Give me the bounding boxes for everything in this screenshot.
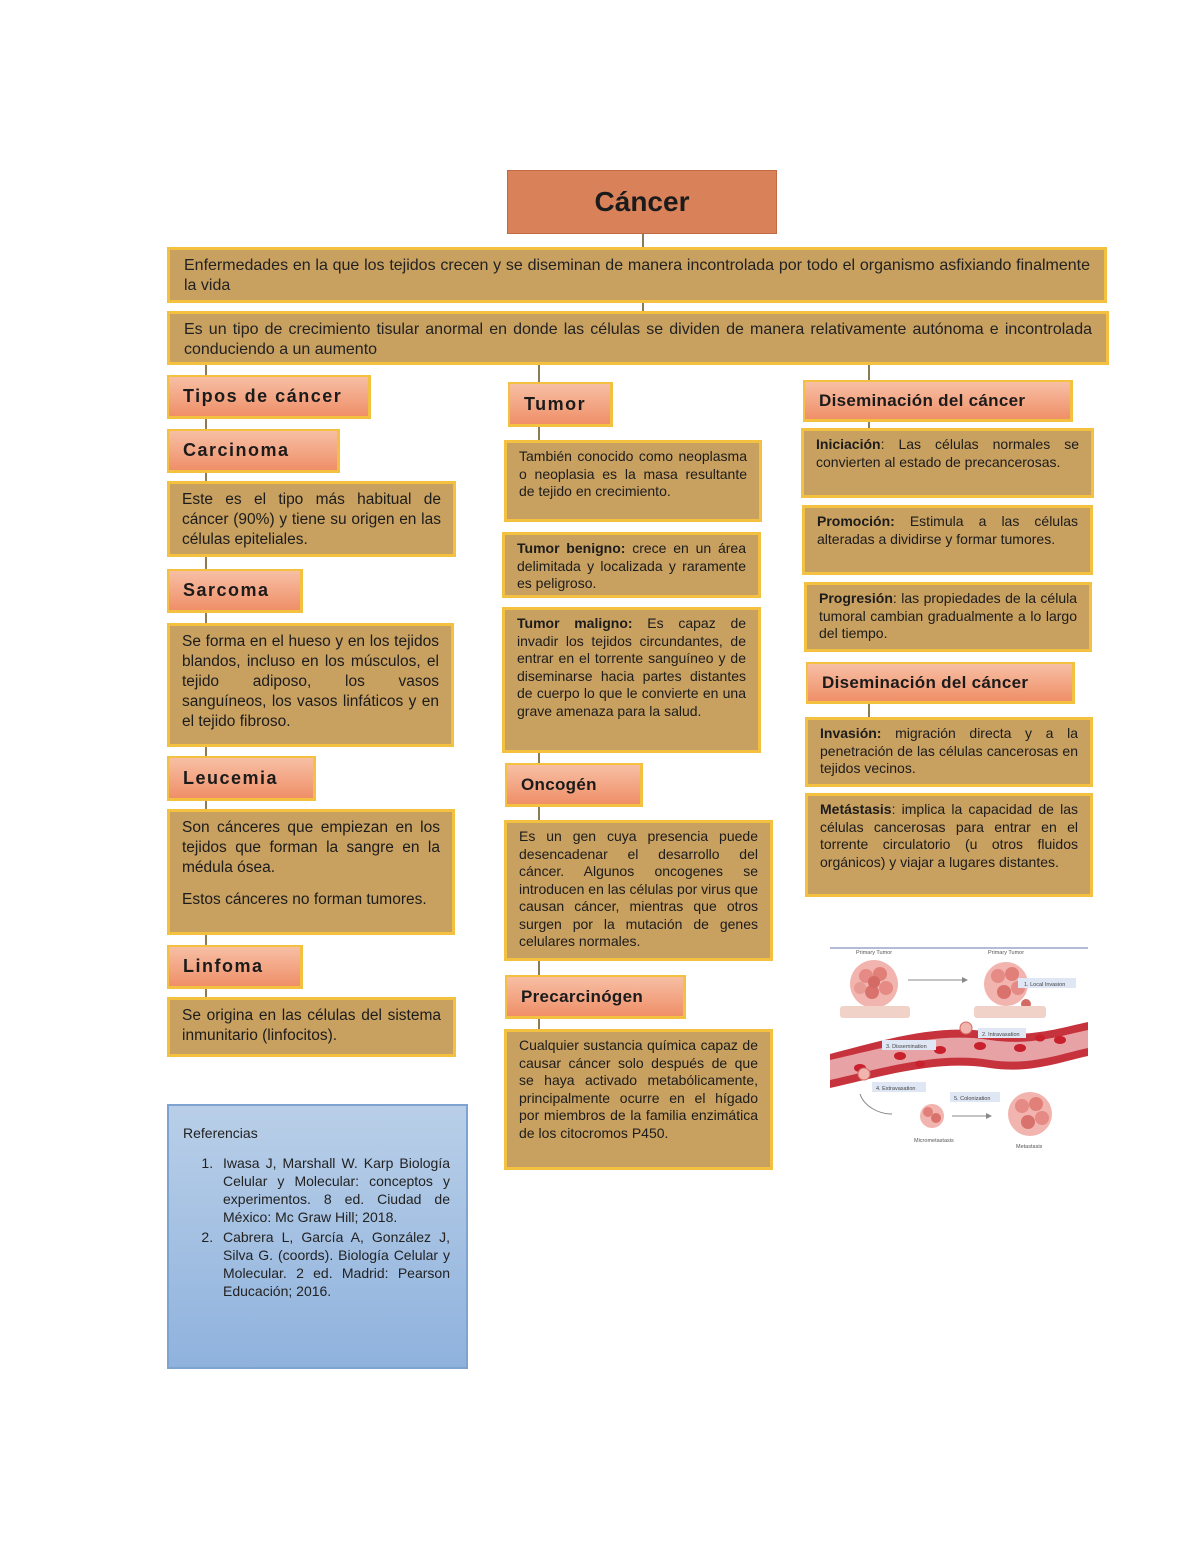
sarcoma-header: Sarcoma [167, 569, 303, 613]
oncogen-header: Oncogén [505, 763, 643, 807]
diseminacion-header-1: Diseminación del cáncer [803, 380, 1073, 422]
invasion-box [805, 717, 1093, 787]
leucemia-box [167, 809, 455, 935]
figure-label: 5. Colonization [954, 1096, 991, 1102]
figure-label: Micrometastasis [914, 1138, 954, 1144]
iniciacion-label: Iniciación [816, 436, 881, 452]
definition-box-2: Es un tipo de crecimiento tisular anormal en donde las células se dividen de manera relativamente autónoma e incontrolada conduciendo a un aumento [167, 311, 1109, 365]
figure-label: Metastasis [1016, 1144, 1043, 1150]
primary-tumor-icon [840, 960, 910, 1018]
metastasis-diagram [830, 946, 1088, 1152]
progresion-text: : las propiedades de la célula tumoral cambian gradualmente a lo largo del tiempo. [819, 590, 1077, 641]
primary-tumor-invading-icon [974, 962, 1046, 1018]
tumor-benigno-box [502, 532, 761, 598]
iniciacion-box [801, 428, 1094, 498]
connector-line [868, 702, 870, 718]
tumor-maligno-text: Es capaz de invadir los tejidos circundantes, de entrar en el torrente sanguíneo y de diseminarse hacia partes distantes de cuerpo lo que le convierte en una grave amenaza para la salud. [517, 615, 747, 719]
leucemia-header: Leucemia [167, 756, 316, 801]
figure-label: Primary Tumor [856, 950, 893, 956]
connector-line [538, 364, 540, 382]
tipos-header: Tipos de cáncer [167, 375, 371, 419]
sarcoma-box: Se forma en el hueso y en los tejidos blandos, incluso en los músculos, el tejido adiposo, los vasos sanguíneos, los vasos linfáticos y en el tejido fibroso. [167, 623, 454, 747]
invasion-text: migración directa y a la penetración de las células cancerosas en tejidos vecinos. [820, 725, 1078, 776]
connector-line [642, 234, 644, 248]
metastasis-label: Metástasis [820, 801, 892, 817]
linfoma-header: Linfoma [167, 945, 303, 989]
tumor-maligno-label: Tumor maligno: [517, 615, 633, 631]
tumor-benigno-label: Tumor benigno: [517, 540, 626, 556]
figure-label: 4. Extravasation [876, 1086, 916, 1092]
metastasis-text: : implica la capacidad de las células cancerosas para entrar en el torrente circulatorio (u otros fluidos orgánicos) y viajar a lugares distantes. [820, 801, 1078, 870]
metastasis-box [805, 793, 1093, 897]
connector-line [538, 426, 540, 440]
connector-line [538, 806, 540, 820]
references-list [183, 1154, 450, 1300]
carcinoma-header: Carcinoma [167, 429, 340, 473]
linfoma-box: Se origina en las células del sistema inmunitario (linfocitos). [167, 997, 456, 1057]
progresion-box [804, 582, 1092, 652]
connector-line [205, 746, 207, 756]
reference-item: 2. Cabrera L, García A, González J, Silva G. (coords). Biología Celular y Molecular. 2 ed. Madrid: Pearson Educación; 2016. [217, 1228, 450, 1300]
connector-line [868, 364, 870, 380]
iniciacion-text: : Las células normales se convierten al estado de precancerosas. [816, 436, 1079, 470]
figure-label: 2. Intravasation [982, 1032, 1020, 1038]
figure-label: Primary Tumor [988, 950, 1025, 956]
promocion-text: Estimula a las células alteradas a dividirse y formar tumores. [817, 513, 1078, 547]
carcinoma-box: Este es el tipo más habitual de cáncer (90%) y tiene su origen en las células epiteliales. [167, 481, 456, 557]
precarcinogen-header: Precarcinógen [505, 975, 686, 1019]
oncogen-box: Es un gen cuya presencia puede desencadenar el desarrollo del cáncer. Algunos oncogenes se introducen en las células por virus que causan cáncer, mientras que otros surgen por la mutación de genes celulares normales. [504, 820, 773, 961]
connector-line [205, 556, 207, 570]
connector-line [538, 960, 540, 976]
tumor-maligno-box [502, 607, 761, 753]
promocion-label: Promoción: [817, 513, 895, 529]
tumor-box: También conocido como neoplasma o neoplasia es la masa resultante de tejido en crecimiento. [504, 440, 762, 522]
tumor-header: Tumor [508, 382, 613, 427]
progresion-label: Progresión [819, 590, 893, 606]
metastasis-illustration [830, 946, 1088, 1152]
references-box [167, 1104, 468, 1369]
diseminacion-header-2: Diseminación del cáncer [806, 662, 1075, 704]
precarcinogen-box: Cualquier sustancia química capaz de causar cáncer solo después de que se haya activado metabólicamente, principalmente ocurre en el hígado por miembros de la familia enzimática de los citocromos P450. [504, 1029, 773, 1170]
figure-label: 3. Dissemination [886, 1044, 927, 1050]
figure-label: 1. Local Invasion [1024, 982, 1066, 988]
tumor-benigno-text: crece en un área delimitada y localizada y raramente es peligroso. [517, 540, 746, 591]
leucemia-text: Son cánceres que empiezan en los tejidos que forman la sangre en la médula ósea. [182, 819, 440, 876]
definition-box-1: Enfermedades en la que los tejidos crecen y se diseminan de manera incontrolada por todo el organismo asfixiando finalmente la vida [167, 247, 1107, 303]
invasion-label: Invasión: [820, 725, 882, 741]
page-title: Cáncer [507, 170, 777, 234]
reference-item: 1. Iwasa J, Marshall W. Karp Biología Celular y Molecular: conceptos y experimentos. 8 ed. Ciudad de México: Mc Graw Hill; 2018. [217, 1154, 450, 1226]
leucemia-text-2: Estos cánceres no forman tumores. [182, 891, 427, 908]
promocion-box [802, 505, 1093, 575]
references-title: Referencias [183, 1125, 258, 1141]
